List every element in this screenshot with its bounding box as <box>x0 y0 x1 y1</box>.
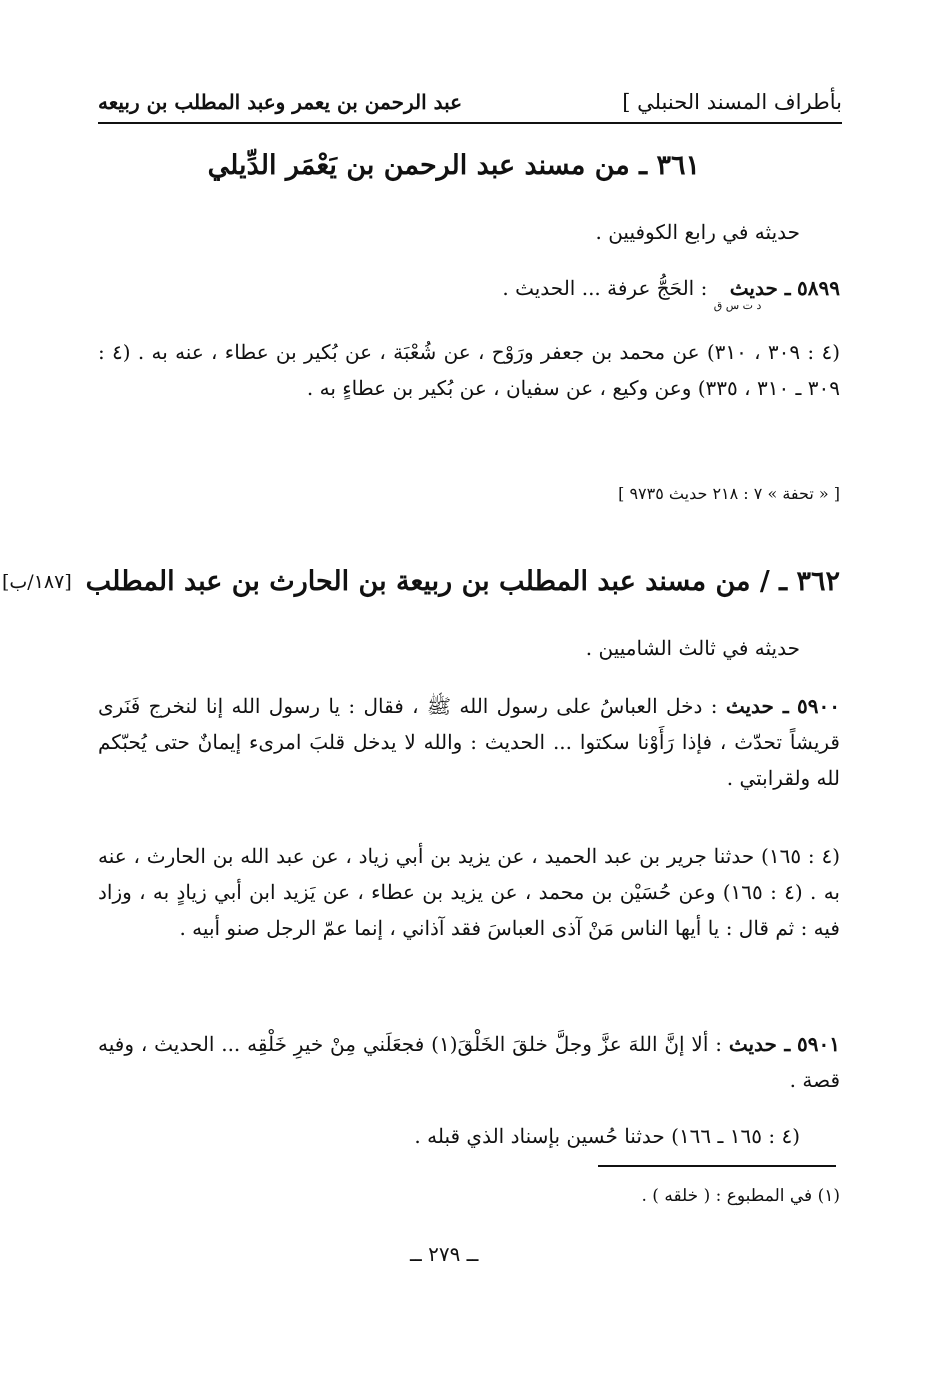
hadith-5900: ٥٩٠٠ ـ حديث : دخل العباسُ على رسول الله ﷺ ، فقال : يا رسول الله إنا لنخرج فَنَرى قريشاً تحدّث ، فإذا رَأَوْنا سكتوا ... الحديث : والله لا يدخل قلبَ امرىء إيمانٌ حتى يُحبّكم لله ولقرابتي . <box>98 694 840 790</box>
footnote-1: (١) في المطبوع : ( خلقه ) . <box>641 1186 840 1206</box>
hadith-number: ٥٨٩٩ <box>797 276 840 300</box>
running-header-book-title: بأطراف المسند الحنبلي ] <box>622 90 842 114</box>
hadith-5899: ٥٨٩٩ ـ حديث $_{د ت س ق}$ : الحَجُّ عرفة ... الحديث . <box>502 276 840 312</box>
section-title-361: ٣٦١ ـ من مسند عبد الرحمن بن يَعْمَر الدِّيلي <box>207 150 700 181</box>
section-361-intro: حديثه في رابع الكوفيين . <box>595 220 800 244</box>
page-number: ــ ٢٧٩ ــ <box>410 1242 479 1266</box>
hadith-label: حديث <box>728 1032 777 1056</box>
hadith-label: حديث <box>725 694 774 718</box>
header-divider <box>98 122 842 124</box>
hadith-text: : دخل العباسُ على رسول الله ﷺ ، فقال : يا رسول الله إنا لنخرج فَنَرى قريشاً تحدّث ، فإذا رَأَوْنا سكتوا ... الحديث : والله لا يدخل قلبَ امرىء إيمانٌ حتى يُحبّكم لله ولقرابتي . <box>98 694 840 790</box>
hadith-5900-chain: (٤ : ١٦٥) حدثنا جرير بن عبد الحميد ، عن يزيد بن أبي زياد ، عن عبد الله بن الحارث ، عنه به . (٤ : ١٦٥) وعن حُسَيْن بن محمد ، عن يزيد بن عطاء ، عن يَزيد ابن أبي زيادٍ به ، وزاد فيه : ثم قال : يا أيها الناس مَنْ آذى العباسَ فقد آذاني ، إنما عمّ الرجل صنو أبيه . <box>98 844 840 940</box>
hadith-5901: ٥٩٠١ ـ حديث : ألا إنَّ اللهَ عزَّ وجلَّ خلقَ الخَلْقَ(١) فجعَلَني مِنْ خيرِ خَلْقِه ... الحديث ، وفيه قصة . <box>98 1032 841 1092</box>
footnote-divider <box>598 1165 836 1167</box>
manuscript-folio-ref: [١٨٧/ب] <box>2 571 72 593</box>
section-362-intro: حديثه في ثالث الشاميين . <box>585 636 800 660</box>
tuhfa-reference: [ « تحفة » ٧ : ٢١٨ حديث ٩٧٣٥ ] <box>618 484 840 503</box>
hadith-sigla: د ت س ق <box>713 299 762 312</box>
hadith-number: ٥٩٠٠ <box>797 694 840 718</box>
hadith-text: : ألا إنَّ اللهَ عزَّ وجلَّ خلقَ الخَلْقَ(١) فجعَلَني مِنْ خيرِ خَلْقِه ... الحديث ، وفيه قصة . <box>98 1032 840 1092</box>
hadith-text: : الحَجُّ عرفة ... الحديث . <box>502 276 708 300</box>
running-header-section-title: عبد الرحمن بن يعمر وعبد المطلب بن ربيعه <box>98 90 463 114</box>
hadith-number: ٥٩٠١ <box>797 1032 841 1056</box>
hadith-5899-chain: (٤ : ٣٠٩ ، ٣١٠) عن محمد بن جعفر ورَوْح ، عن شُعْبَة ، عن بُكير بن عطاء ، عنه به . (٤ : ٣٠٩ ـ ٣١٠ ، ٣٣٥) وعن وكيع ، عن سفيان ، عن بُكير بن عطاءٍ به . <box>98 340 841 400</box>
hadith-label: حديث <box>729 276 778 300</box>
section-title-362: ٣٦٢ ـ / من مسند عبد المطلب بن ربيعة بن الحارث بن عبد المطلب <box>85 566 840 597</box>
hadith-5901-chain: (٤ : ١٦٥ ـ ١٦٦) حدثنا حُسين بإسناد الذي قبله . <box>414 1124 800 1148</box>
